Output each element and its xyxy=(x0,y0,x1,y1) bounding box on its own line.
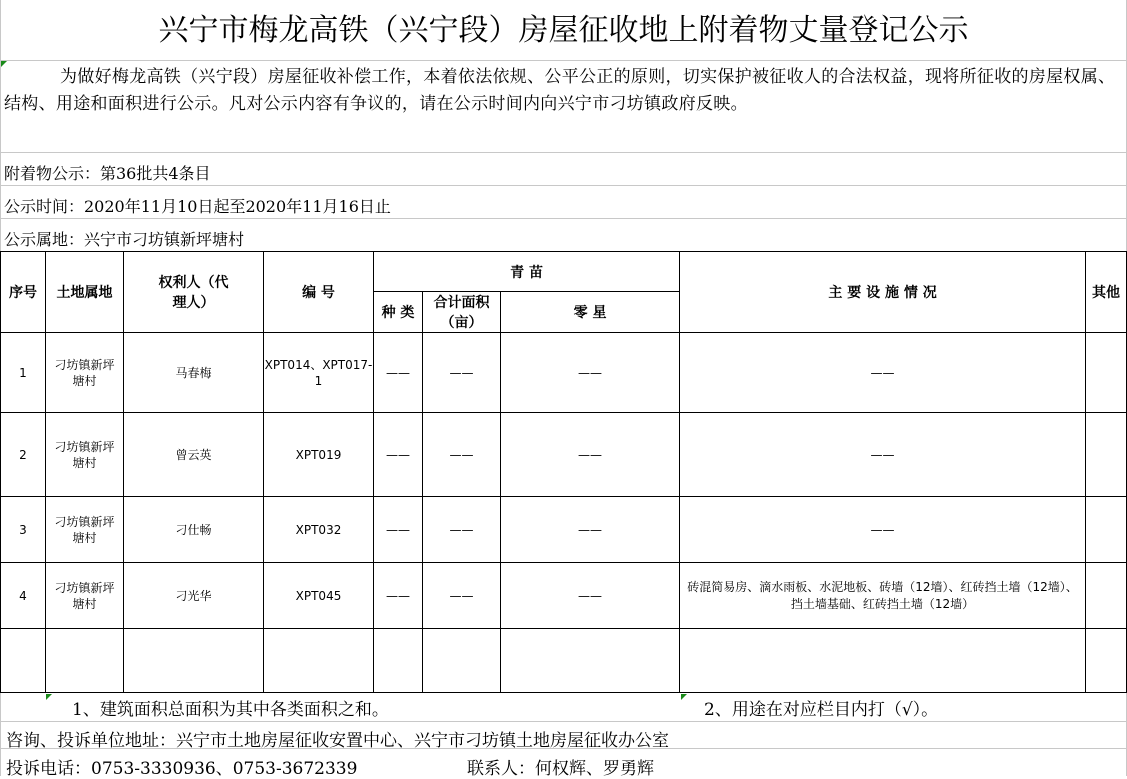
table-row xyxy=(1,563,1127,629)
cell-seq: 4 xyxy=(1,563,46,629)
period-info: 公示时间：2020年11月10日起至2020年11月16日止 xyxy=(4,197,391,216)
location-info: 公示属地：兴宁市刁坊镇新坪塘村 xyxy=(4,230,245,249)
intro-paragraph: 为做好梅龙高铁（兴宁段）房屋征收补偿工作，本着依法依规、公平公正的原则，切实保护被征收人的合法权益，现将所征收的房屋权属、结构、用途和面积进行公示。凡对公示内容有争议的，请在公示时间内向兴宁市刁坊镇政府反映。 xyxy=(4,67,1116,114)
cell-scattered: —— xyxy=(501,333,680,413)
cell-code: XPT045 xyxy=(264,563,374,629)
contact-address: 咨询、投诉单位地址：兴宁市土地房屋征收安置中心、兴宁市刁坊镇土地房屋征收办公室 xyxy=(6,731,669,751)
cell-facility: —— xyxy=(680,497,1086,563)
cell-kind: —— xyxy=(374,413,423,497)
cell-code: XPT032 xyxy=(264,497,374,563)
cell-empty xyxy=(1086,629,1127,693)
cell-empty xyxy=(264,629,374,693)
cell-empty xyxy=(423,629,501,693)
page-title: 兴宁市梅龙高铁（兴宁段）房屋征收地上附着物丈量登记公示 xyxy=(158,13,969,48)
cell-area: —— xyxy=(423,563,501,629)
gridline xyxy=(0,185,1127,186)
header-crops: 青 苗 xyxy=(374,252,680,292)
cell-owner: 刁光华 xyxy=(124,563,264,629)
cell-empty xyxy=(501,629,680,693)
cell-other xyxy=(1086,563,1127,629)
cell-scattered: —— xyxy=(501,563,680,629)
cell-kind: —— xyxy=(374,563,423,629)
header-other: 其他 xyxy=(1086,252,1127,333)
cell-area: —— xyxy=(423,497,501,563)
cell-other xyxy=(1086,497,1127,563)
cell-other xyxy=(1086,413,1127,497)
cell-land: 刁坊镇新坪塘村 xyxy=(46,497,124,563)
header-land: 土地属地 xyxy=(46,252,124,333)
cell-land: 刁坊镇新坪塘村 xyxy=(46,333,124,413)
cell-land: 刁坊镇新坪塘村 xyxy=(46,563,124,629)
contact-person: 联系人：何权辉、罗勇辉 xyxy=(467,759,654,779)
batch-info: 附着物公示：第36批共4条目 xyxy=(4,164,211,183)
table-row-empty xyxy=(1,629,1127,693)
cell-kind: —— xyxy=(374,333,423,413)
cell-code: XPT019 xyxy=(264,413,374,497)
header-code: 编 号 xyxy=(264,252,374,333)
header-kind: 种 类 xyxy=(374,292,423,333)
cell-comment-marker xyxy=(46,694,52,700)
header-seq: 序号 xyxy=(1,252,46,333)
cell-empty xyxy=(374,629,423,693)
cell-seq: 2 xyxy=(1,413,46,497)
cell-other xyxy=(1086,333,1127,413)
note-2: 2、用途在对应栏目内打（√）。 xyxy=(704,700,939,720)
cell-empty xyxy=(1,629,46,693)
complaint-phone: 投诉电话：0753-3330936、0753-3672339 xyxy=(6,759,358,779)
cell-empty xyxy=(46,629,124,693)
registration-table xyxy=(0,251,1127,693)
cell-empty xyxy=(124,629,264,693)
gridline xyxy=(0,218,1127,219)
cell-area: —— xyxy=(423,333,501,413)
header-area: 合计面积（亩） xyxy=(423,292,501,333)
cell-land: 刁坊镇新坪塘村 xyxy=(46,413,124,497)
cell-comment-marker xyxy=(681,694,687,700)
cell-area: —— xyxy=(423,413,501,497)
header-owner: 权利人（代理人） xyxy=(124,252,264,333)
gridline xyxy=(0,721,1127,722)
cell-facility: —— xyxy=(680,413,1086,497)
table-row xyxy=(1,497,1127,563)
cell-scattered: —— xyxy=(501,413,680,497)
cell-owner: 马春梅 xyxy=(124,333,264,413)
header-facility: 主 要 设 施 情 况 xyxy=(680,252,1086,333)
gridline xyxy=(0,152,1127,153)
header-scattered: 零 星 xyxy=(501,292,680,333)
table-row xyxy=(1,413,1127,497)
cell-facility: 砖混简易房、滴水雨板、水泥地板、砖墙（12墙）、红砖挡土墙（12墙）、挡土墙基础、红砖挡土墙（12墙） xyxy=(680,563,1086,629)
table-row xyxy=(1,333,1127,413)
cell-facility: —— xyxy=(680,333,1086,413)
cell-scattered: —— xyxy=(501,497,680,563)
cell-owner: 刁仕畅 xyxy=(124,497,264,563)
gridline xyxy=(0,60,1127,61)
cell-code: XPT014、XPT017-1 xyxy=(264,333,374,413)
cell-owner: 曾云英 xyxy=(124,413,264,497)
cell-seq: 1 xyxy=(1,333,46,413)
cell-empty xyxy=(680,629,1086,693)
note-1: 1、建筑面积总面积为其中各类面积之和。 xyxy=(72,700,389,720)
cell-kind: —— xyxy=(374,497,423,563)
cell-seq: 3 xyxy=(1,497,46,563)
